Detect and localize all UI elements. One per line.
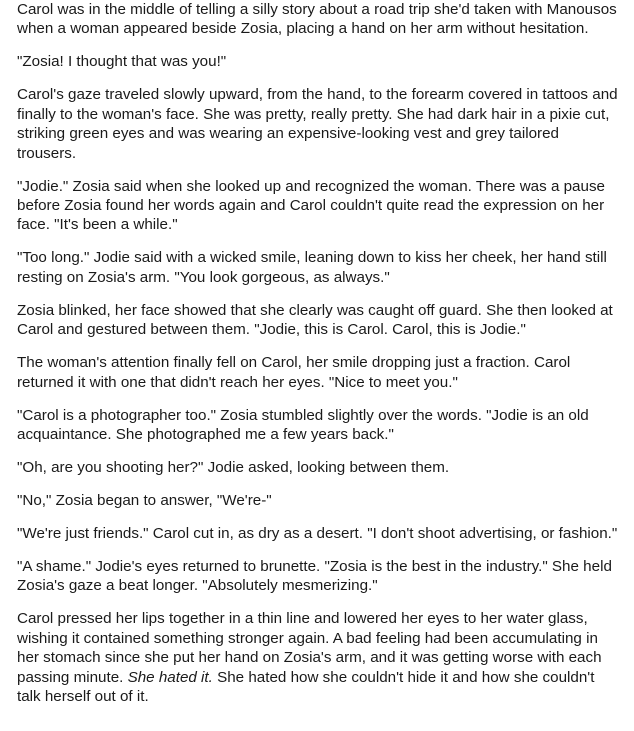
paragraph-text: Carol's gaze traveled slowly upward, from the hand, to the forearm covered in tattoos and finally to the woman's face. She was pretty, really pretty. She had dark hair in a pixie cut, striking green eyes and was wearing an expensive-looking vest and grey tailored trousers. xyxy=(17,86,618,162)
paragraph-text: Carol pressed her lips together in a thin line and lowered her eyes to her water glass, wishing it contained something stronger again. A bad feeling had been accumulating in her stomach since she put her hand on Zosia's arm, and it was getting worse with each passing minute. xyxy=(17,610,602,686)
paragraph-text: "A shame." Jodie's eyes returned to brunette. "Zosia is the best in the industry." She held Zosia's gaze a beat longer. "Absolutely mesmerizing." xyxy=(17,558,612,595)
paragraph-text: "Jodie." Zosia said when she looked up and recognized the woman. There was a pause before Zosia found her words again and Carol couldn't quite read the expression on her face. "It's been a while." xyxy=(17,177,605,234)
story-paragraph xyxy=(17,0,620,39)
story-paragraph xyxy=(17,301,620,340)
paragraph-text: Zosia blinked, her face showed that she clearly was caught off guard. She then looked at Carol and gestured between them. "Jodie, this is Carol. Carol, this is Jodie." xyxy=(17,301,613,339)
story-paragraph xyxy=(17,85,620,163)
story-paragraph xyxy=(17,458,620,477)
story-paragraph xyxy=(17,353,620,392)
story-paragraph xyxy=(17,524,620,543)
paragraph-text: "No," Zosia began to answer, "We're-" xyxy=(17,492,272,510)
story-paragraph xyxy=(17,248,620,287)
emphasized-text: She hated it. xyxy=(127,668,213,686)
story-paragraph xyxy=(17,177,620,235)
paragraph-text: The woman's attention finally fell on Carol, her smile dropping just a fraction. Carol returned it with one that didn't reach her eyes. "Nice to meet you." xyxy=(17,354,571,391)
story-paragraph xyxy=(17,491,620,510)
story-paragraph xyxy=(17,406,620,445)
paragraph-text: "Too long." Jodie said with a wicked smile, leaning down to kiss her cheek, her hand still resting on Zosia's arm. "You look gorgeous, as always." xyxy=(17,249,607,286)
paragraph-text: "We're just friends." Carol cut in, as dry as a desert. "I don't shoot advertising, or fashion." xyxy=(17,525,618,543)
paragraph-text: "Carol is a photographer too." Zosia stumbled slightly over the words. "Jodie is an old acquaintance. She photographed me a few years back." xyxy=(17,406,589,444)
paragraph-text: Carol was in the middle of telling a silly story about a road trip she'd taken with Manousos when a woman appeared beside Zosia, placing a hand on her arm without hesitation. xyxy=(17,1,617,38)
paragraph-text: "Zosia! I thought that was you!" xyxy=(17,53,227,71)
story-paragraph xyxy=(17,52,620,71)
paragraph-text: "Oh, are you shooting her?" Jodie asked, looking between them. xyxy=(17,459,450,477)
story-paragraph xyxy=(17,557,620,596)
story-paragraph xyxy=(17,609,620,706)
paragraph-text: She hated how she couldn't hide it and how she couldn't talk herself out of it. xyxy=(17,668,595,706)
